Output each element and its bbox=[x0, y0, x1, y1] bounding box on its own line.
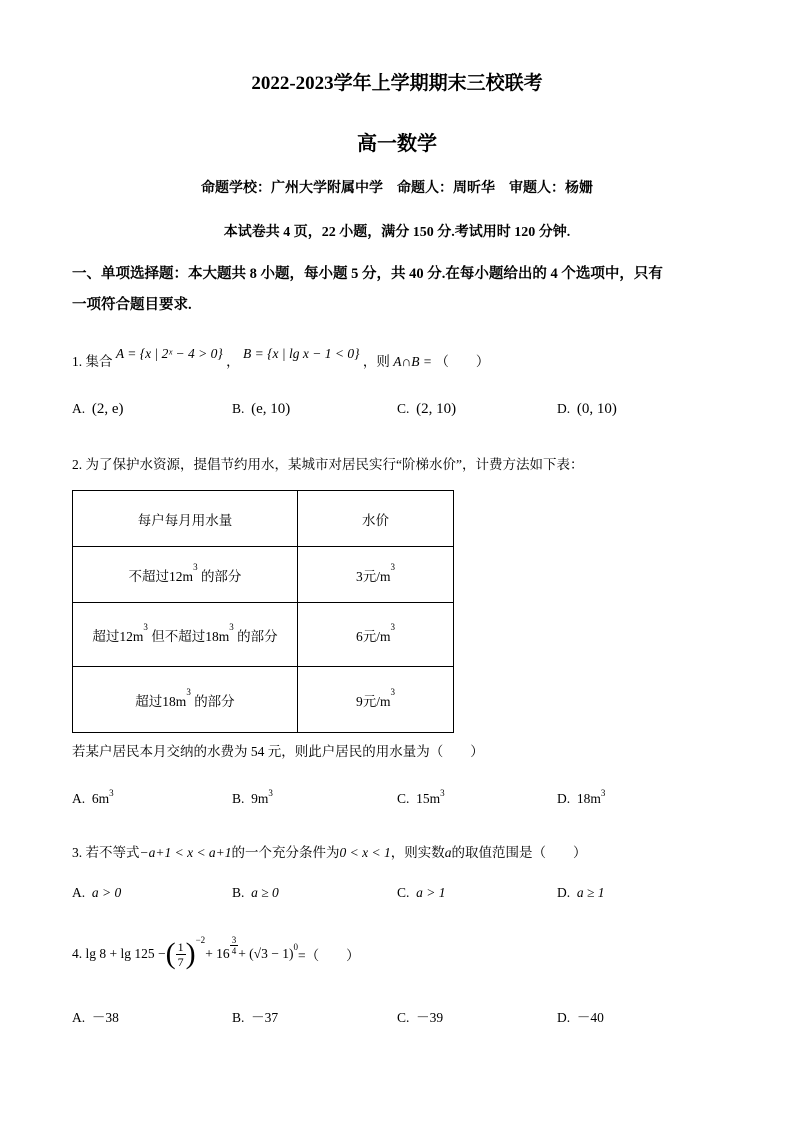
exam-authors: 命题学校：广州大学附属中学 命题人：周昕华 审题人：杨姗 bbox=[201, 181, 593, 196]
section-heading bbox=[72, 259, 732, 321]
q2-option-c[interactable]: C. $15m^3$ bbox=[397, 788, 445, 806]
q4-part1: lg 8 + lg 125 − bbox=[85, 946, 166, 961]
table-row bbox=[73, 547, 454, 603]
q3-condition: 0 < x < 1 bbox=[339, 845, 391, 860]
q2-followup: 若某户居民本月交纳的水费为 54 元，则此户居民的用水量为（ ） bbox=[72, 744, 484, 759]
table-row bbox=[73, 667, 454, 733]
exam-instructions: 本试卷共 4 页，22 小题，满分 150 分.考试用时 120 分钟. bbox=[223, 225, 571, 240]
q1-blank: （ ） bbox=[435, 354, 490, 369]
section-heading-line2: 一项符合题目要求. bbox=[72, 297, 192, 313]
q1-set-b: B = {x | lg x − 1 < 0} bbox=[243, 346, 360, 361]
table-cell-price: 3元$/m^3$ bbox=[298, 547, 454, 603]
q4-part2: + 16 bbox=[205, 946, 230, 961]
table-cell-price: 6元$/m^3$ bbox=[298, 603, 454, 667]
q3-inequality: −a+1 < x < a+1 bbox=[139, 845, 232, 860]
question-2: 2. 为了保护水资源，提倡节约用水，某城市对居民实行“阶梯水价”，计费方法如下表： bbox=[72, 457, 584, 472]
q2-option-a[interactable]: A. $6m^3$ bbox=[72, 788, 114, 806]
q1-expr: A∩B = bbox=[393, 354, 432, 369]
table-cell-price: 9元$/m^3$ bbox=[298, 667, 454, 733]
question-3: 3. 若不等式−a+1 < x < a+1的一个充分条件为0 < x < 1，则实数a的取值范围是（ ） bbox=[72, 845, 587, 860]
q4-exp2: $\frac{3}{4}$ bbox=[231, 934, 237, 956]
q4-exp1: −2 bbox=[195, 935, 206, 945]
q3-option-c[interactable]: C. a > 1 bbox=[397, 885, 446, 900]
q4-right-paren: ) bbox=[185, 937, 196, 970]
q4-option-c[interactable]: C. －39 bbox=[397, 1010, 444, 1025]
question-4: 4. lg 8 + lg 125 − ( $\frac{1}{7}$ ) $^{-2}$ + 16 $\frac{3}{4}$ + (√3 − 1) $^0$ =（ ） bbox=[72, 934, 360, 970]
q4-fraction: $\frac{1}{7}$ bbox=[177, 939, 184, 969]
q4-option-b[interactable]: B. －37 bbox=[232, 1010, 279, 1025]
q1-mid: ，则 bbox=[362, 354, 390, 369]
q1-sep: ， bbox=[226, 354, 240, 369]
q1-set-a: A = {x | 2ˣ − 4 > 0} bbox=[115, 346, 223, 361]
q4-option-a[interactable]: A. －38 bbox=[72, 1010, 119, 1025]
q1-option-c[interactable]: C. (2, 10) bbox=[397, 401, 457, 417]
exam-title: 2022-2023学年上学期期末三校联考 bbox=[251, 73, 543, 94]
table-cell-usage: 不超过$12m^3$ 的部分 bbox=[73, 547, 298, 603]
q3-variable: a bbox=[444, 845, 452, 860]
q1-option-a[interactable]: A. (2, e) bbox=[72, 401, 124, 417]
table-cell-usage: 超过$18m^3$ 的部分 bbox=[73, 667, 298, 733]
q2-option-d[interactable]: D. $18m^3$ bbox=[557, 788, 606, 806]
q3-option-a[interactable]: A. a > 0 bbox=[72, 885, 122, 900]
q1-option-d[interactable]: D. (0, 10) bbox=[557, 401, 617, 417]
exam-subject: 高一数学 bbox=[357, 133, 437, 155]
q4-exp3: 0 bbox=[293, 942, 298, 952]
table-header-price: 水价 bbox=[298, 491, 454, 547]
q3-option-b[interactable]: B. a ≥ 0 bbox=[232, 885, 279, 900]
q2-option-b[interactable]: B. $9m^3$ bbox=[232, 788, 273, 806]
q1-option-b[interactable]: B. (e, 10) bbox=[232, 401, 291, 417]
table-row bbox=[73, 603, 454, 667]
q1-prefix: 1. 集合 bbox=[72, 354, 113, 369]
q4-option-d[interactable]: D. －40 bbox=[557, 1010, 604, 1025]
water-price-table bbox=[72, 490, 454, 733]
q4-part3: + (√3 − 1) bbox=[238, 946, 294, 961]
section-heading-line1: 一、单项选择题：本大题共 8 小题，每小题 5 分，共 40 分.在每小题给出的 4 个选项中，只有 bbox=[72, 266, 663, 282]
q4-left-paren: ( bbox=[165, 937, 176, 970]
question-1 bbox=[72, 346, 490, 370]
table-cell-usage: 超过$12m^3$ 但不超过$18m^3$ 的部分 bbox=[73, 603, 298, 667]
q4-eq: =（ ） bbox=[297, 948, 360, 963]
q3-option-d[interactable]: D. a ≥ 1 bbox=[557, 885, 605, 900]
table-header-usage: 每户每月用水量 bbox=[73, 491, 298, 547]
